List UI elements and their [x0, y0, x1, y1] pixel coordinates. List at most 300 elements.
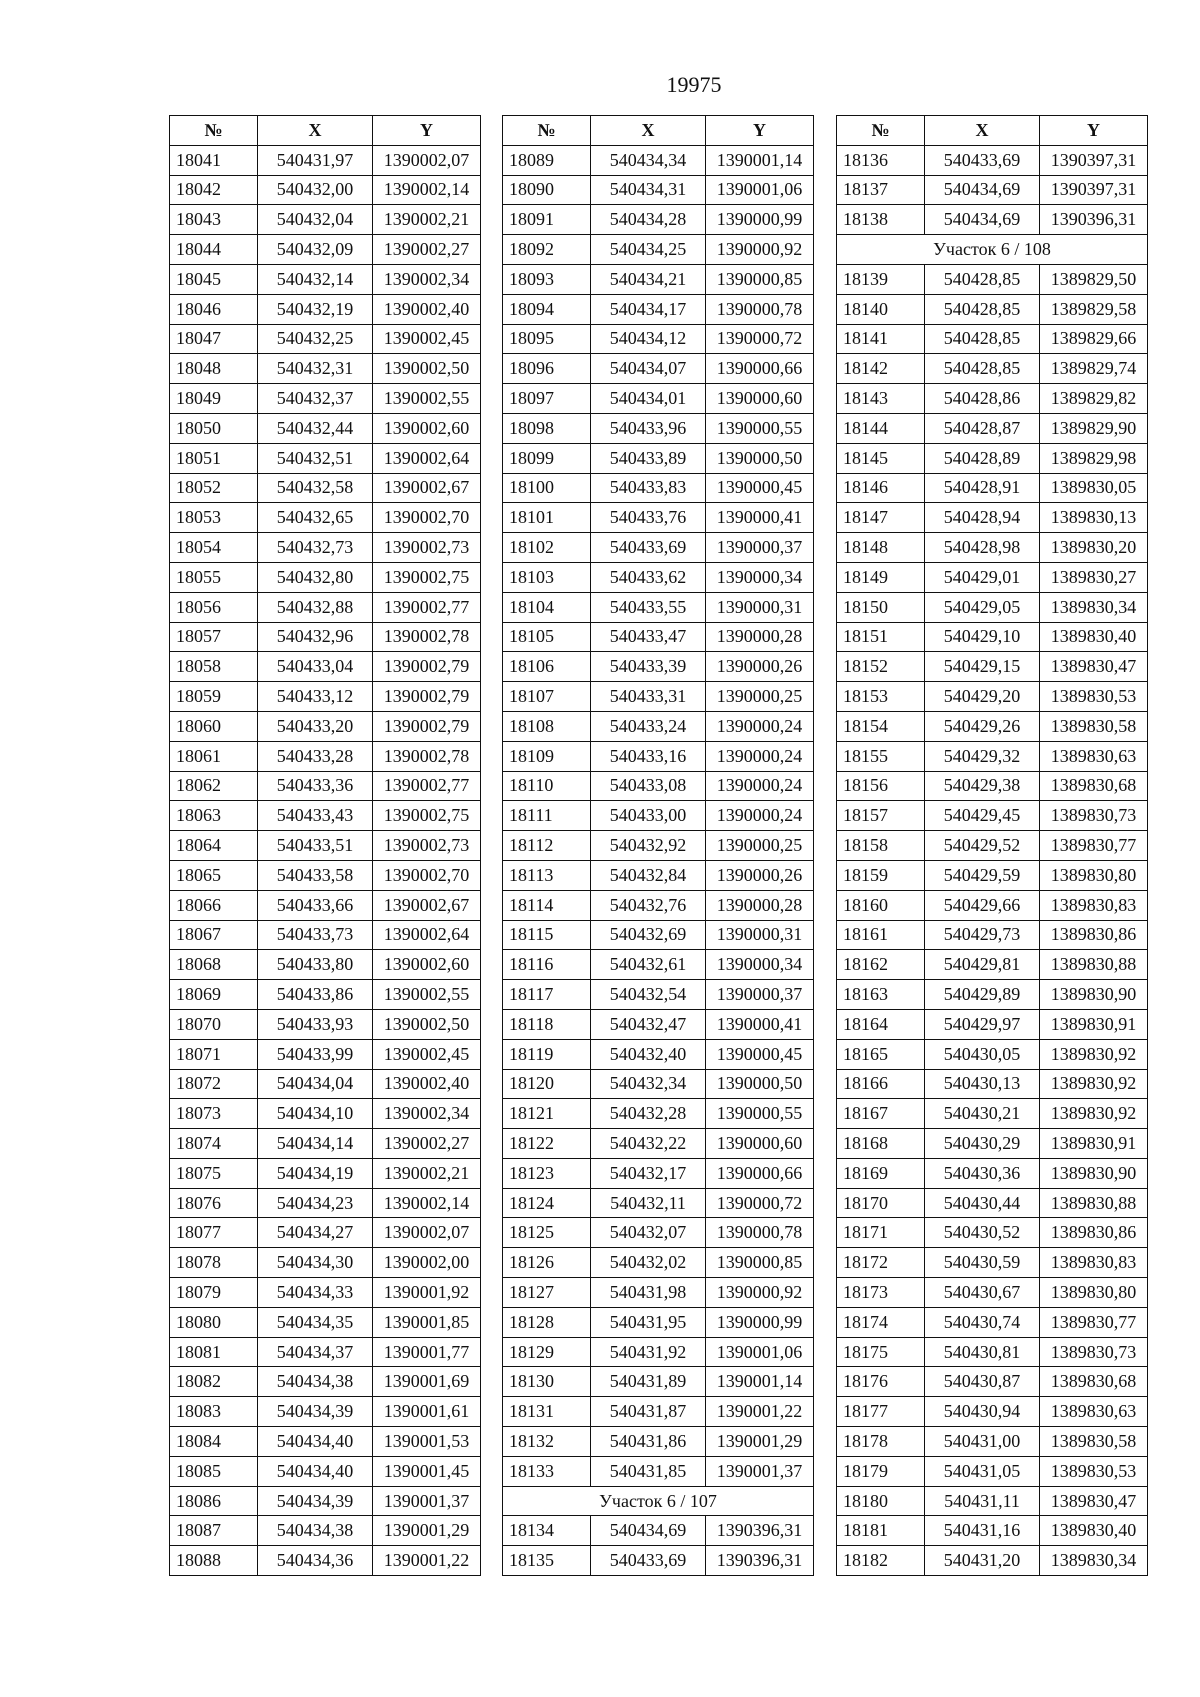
- y-coordinate: 1389829,58: [1040, 294, 1148, 324]
- point-number: 18052: [170, 473, 258, 503]
- y-coordinate: 1389830,13: [1040, 503, 1148, 533]
- table-row: [503, 145, 814, 175]
- x-coordinate: 540430,74: [925, 1307, 1040, 1337]
- y-coordinate: 1390001,45: [373, 1456, 481, 1486]
- y-coordinate: 1390001,29: [373, 1516, 481, 1546]
- y-coordinate: 1390002,55: [373, 384, 481, 414]
- x-coordinate: 540433,16: [591, 741, 706, 771]
- x-coordinate: 540434,23: [258, 1188, 373, 1218]
- point-number: 18181: [837, 1516, 925, 1546]
- x-coordinate: 540432,40: [591, 1039, 706, 1069]
- table-row: [837, 205, 1148, 235]
- x-coordinate: 540434,69: [925, 175, 1040, 205]
- y-coordinate: 1390002,73: [373, 831, 481, 861]
- table-row: [837, 980, 1148, 1010]
- y-coordinate: 1390000,37: [706, 980, 814, 1010]
- table-row: [170, 562, 481, 592]
- table-row: [837, 324, 1148, 354]
- y-coordinate: 1389830,63: [1040, 741, 1148, 771]
- y-coordinate: 1390000,24: [706, 771, 814, 801]
- point-number: 18177: [837, 1397, 925, 1427]
- point-number: 18174: [837, 1307, 925, 1337]
- y-coordinate: 1390397,31: [1040, 145, 1148, 175]
- point-number: 18053: [170, 503, 258, 533]
- x-coordinate: 540434,21: [591, 264, 706, 294]
- point-number: 18163: [837, 980, 925, 1010]
- x-coordinate: 540432,88: [258, 592, 373, 622]
- table-row: [837, 294, 1148, 324]
- point-number: 18179: [837, 1456, 925, 1486]
- x-coordinate: 540432,37: [258, 384, 373, 414]
- table-row: [503, 1158, 814, 1188]
- coordinates-table-3: [836, 115, 1148, 1576]
- table-row: [170, 503, 481, 533]
- y-coordinate: 1389830,53: [1040, 682, 1148, 712]
- table-row: [503, 1516, 814, 1546]
- y-coordinate: 1389830,83: [1040, 890, 1148, 920]
- table-header-row: [837, 116, 1148, 146]
- table-row: [837, 1397, 1148, 1427]
- y-coordinate: 1390002,27: [373, 235, 481, 265]
- table-row: [170, 801, 481, 831]
- page-number: 19975: [666, 72, 722, 97]
- y-coordinate: 1390002,07: [373, 145, 481, 175]
- y-coordinate: 1390000,24: [706, 801, 814, 831]
- x-coordinate: 540433,55: [591, 592, 706, 622]
- point-number: 18114: [503, 890, 591, 920]
- y-coordinate: 1389830,53: [1040, 1456, 1148, 1486]
- x-coordinate: 540433,08: [591, 771, 706, 801]
- point-number: 18090: [503, 175, 591, 205]
- point-number: 18153: [837, 682, 925, 712]
- table-row: [837, 890, 1148, 920]
- x-coordinate: 540433,69: [591, 1546, 706, 1576]
- table-row: [837, 384, 1148, 414]
- point-number: 18134: [503, 1516, 591, 1546]
- y-coordinate: 1390000,25: [706, 831, 814, 861]
- x-coordinate: 540430,59: [925, 1248, 1040, 1278]
- x-coordinate: 540429,01: [925, 562, 1040, 592]
- y-coordinate: 1389830,90: [1040, 980, 1148, 1010]
- y-coordinate: 1390002,14: [373, 1188, 481, 1218]
- x-coordinate: 540434,10: [258, 1099, 373, 1129]
- point-number: 18158: [837, 831, 925, 861]
- x-coordinate: 540433,83: [591, 473, 706, 503]
- table-row: [170, 741, 481, 771]
- point-number: 18078: [170, 1248, 258, 1278]
- y-coordinate: 1390000,99: [706, 205, 814, 235]
- y-coordinate: 1390001,14: [706, 1367, 814, 1397]
- y-coordinate: 1390000,24: [706, 741, 814, 771]
- x-coordinate: 540430,21: [925, 1099, 1040, 1129]
- table-row: [837, 1427, 1148, 1457]
- x-coordinate: 540433,24: [591, 711, 706, 741]
- x-coordinate: 540431,16: [925, 1516, 1040, 1546]
- point-number: 18178: [837, 1427, 925, 1457]
- table-row: [170, 1188, 481, 1218]
- x-coordinate: 540432,44: [258, 413, 373, 443]
- point-number: 18141: [837, 324, 925, 354]
- y-coordinate: 1390001,22: [706, 1397, 814, 1427]
- y-coordinate: 1390000,78: [706, 294, 814, 324]
- coordinates-table-1: [169, 115, 481, 1576]
- table-row: [837, 473, 1148, 503]
- y-coordinate: 1390001,14: [706, 145, 814, 175]
- y-coordinate: 1390001,92: [373, 1278, 481, 1308]
- coordinates-table-2: [502, 115, 814, 1576]
- section-row: [503, 1486, 814, 1516]
- point-number: 18162: [837, 950, 925, 980]
- x-coordinate: 540432,92: [591, 831, 706, 861]
- y-coordinate: 1389830,63: [1040, 1397, 1148, 1427]
- y-coordinate: 1390000,34: [706, 950, 814, 980]
- x-coordinate: 540434,27: [258, 1218, 373, 1248]
- y-coordinate: 1389830,47: [1040, 652, 1148, 682]
- table-row: [170, 771, 481, 801]
- table-row: [837, 503, 1148, 533]
- point-number: 18160: [837, 890, 925, 920]
- x-coordinate: 540432,80: [258, 562, 373, 592]
- table-row: [170, 1546, 481, 1576]
- point-number: 18094: [503, 294, 591, 324]
- y-coordinate: 1390002,79: [373, 711, 481, 741]
- y-coordinate: 1390000,25: [706, 682, 814, 712]
- y-coordinate: 1390001,61: [373, 1397, 481, 1427]
- point-number: 18172: [837, 1248, 925, 1278]
- y-coordinate: 1389830,05: [1040, 473, 1148, 503]
- point-number: 18083: [170, 1397, 258, 1427]
- table-row: [503, 264, 814, 294]
- point-number: 18166: [837, 1069, 925, 1099]
- x-coordinate: 540432,47: [591, 1009, 706, 1039]
- point-number: 18074: [170, 1129, 258, 1159]
- table-header-row: [503, 116, 814, 146]
- table-row: [170, 264, 481, 294]
- x-coordinate: 540433,12: [258, 682, 373, 712]
- table-row: [503, 205, 814, 235]
- x-coordinate: 540433,28: [258, 741, 373, 771]
- table-row: [170, 473, 481, 503]
- point-number: 18112: [503, 831, 591, 861]
- point-number: 18057: [170, 622, 258, 652]
- point-number: 18136: [837, 145, 925, 175]
- y-coordinate: 1390002,34: [373, 264, 481, 294]
- table-row: [170, 175, 481, 205]
- x-coordinate: 540429,38: [925, 771, 1040, 801]
- point-number: 18109: [503, 741, 591, 771]
- table-row: [837, 1129, 1148, 1159]
- point-number: 18050: [170, 413, 258, 443]
- y-coordinate: 1389830,91: [1040, 1009, 1148, 1039]
- table-row: [837, 354, 1148, 384]
- y-coordinate: 1390002,40: [373, 1069, 481, 1099]
- point-number: 18170: [837, 1188, 925, 1218]
- point-number: 18107: [503, 682, 591, 712]
- table-row: [170, 980, 481, 1010]
- y-coordinate: 1390000,66: [706, 354, 814, 384]
- x-coordinate: 540433,69: [591, 533, 706, 563]
- x-coordinate: 540434,30: [258, 1248, 373, 1278]
- y-coordinate: 1390000,85: [706, 1248, 814, 1278]
- y-coordinate: 1390001,37: [373, 1486, 481, 1516]
- x-coordinate: 540434,69: [591, 1516, 706, 1546]
- x-coordinate: 540433,04: [258, 652, 373, 682]
- point-number: 18093: [503, 264, 591, 294]
- y-coordinate: 1390002,21: [373, 1158, 481, 1188]
- y-coordinate: 1389830,40: [1040, 1516, 1148, 1546]
- y-coordinate: 1390000,60: [706, 384, 814, 414]
- x-coordinate: 540429,05: [925, 592, 1040, 622]
- y-coordinate: 1390396,31: [706, 1546, 814, 1576]
- y-coordinate: 1390002,75: [373, 801, 481, 831]
- x-coordinate: 540434,39: [258, 1397, 373, 1427]
- x-coordinate: 540430,05: [925, 1039, 1040, 1069]
- x-coordinate: 540434,35: [258, 1307, 373, 1337]
- table-row: [503, 1129, 814, 1159]
- x-coordinate: 540434,25: [591, 235, 706, 265]
- point-number: 18175: [837, 1337, 925, 1367]
- x-coordinate: 540429,59: [925, 860, 1040, 890]
- x-coordinate: 540432,76: [591, 890, 706, 920]
- table-row: [503, 324, 814, 354]
- x-coordinate: 540432,17: [591, 1158, 706, 1188]
- x-coordinate: 540432,31: [258, 354, 373, 384]
- table-row: [837, 1069, 1148, 1099]
- x-coordinate: 540432,34: [591, 1069, 706, 1099]
- table-row: [170, 1397, 481, 1427]
- point-number: 18156: [837, 771, 925, 801]
- y-coordinate: 1389829,90: [1040, 413, 1148, 443]
- table-row: [837, 1278, 1148, 1308]
- x-coordinate: 540430,87: [925, 1367, 1040, 1397]
- table-row: [503, 711, 814, 741]
- x-coordinate: 540432,09: [258, 235, 373, 265]
- point-number: 18086: [170, 1486, 258, 1516]
- point-number: 18167: [837, 1099, 925, 1129]
- point-number: 18132: [503, 1427, 591, 1457]
- table-row: [170, 890, 481, 920]
- table-row: [837, 1546, 1148, 1576]
- x-coordinate: 540431,11: [925, 1486, 1040, 1516]
- x-coordinate: 540433,62: [591, 562, 706, 592]
- y-coordinate: 1390002,67: [373, 473, 481, 503]
- point-number: 18059: [170, 682, 258, 712]
- x-coordinate: 540432,14: [258, 264, 373, 294]
- point-number: 18065: [170, 860, 258, 890]
- y-coordinate: 1390000,50: [706, 1069, 814, 1099]
- point-number: 18119: [503, 1039, 591, 1069]
- y-coordinate: 1390002,45: [373, 1039, 481, 1069]
- y-coordinate: 1390002,77: [373, 771, 481, 801]
- point-number: 18168: [837, 1129, 925, 1159]
- header-number: №: [170, 116, 258, 146]
- x-coordinate: 540433,86: [258, 980, 373, 1010]
- point-number: 18041: [170, 145, 258, 175]
- x-coordinate: 540432,58: [258, 473, 373, 503]
- table-row: [503, 1397, 814, 1427]
- x-coordinate: 540433,80: [258, 950, 373, 980]
- x-coordinate: 540433,96: [591, 413, 706, 443]
- y-coordinate: 1390000,66: [706, 1158, 814, 1188]
- section-row: [837, 235, 1148, 265]
- x-coordinate: 540428,89: [925, 443, 1040, 473]
- table-row: [170, 354, 481, 384]
- y-coordinate: 1389829,50: [1040, 264, 1148, 294]
- point-number: 18091: [503, 205, 591, 235]
- table-row: [503, 771, 814, 801]
- x-coordinate: 540430,44: [925, 1188, 1040, 1218]
- table-row: [170, 1218, 481, 1248]
- table-row: [503, 1307, 814, 1337]
- table-row: [837, 145, 1148, 175]
- point-number: 18137: [837, 175, 925, 205]
- table-row: [837, 1158, 1148, 1188]
- point-number: 18148: [837, 533, 925, 563]
- table-row: [837, 1188, 1148, 1218]
- y-coordinate: 1390002,45: [373, 324, 481, 354]
- table-row: [503, 592, 814, 622]
- point-number: 18165: [837, 1039, 925, 1069]
- x-coordinate: 540432,04: [258, 205, 373, 235]
- point-number: 18108: [503, 711, 591, 741]
- x-coordinate: 540433,31: [591, 682, 706, 712]
- x-coordinate: 540430,36: [925, 1158, 1040, 1188]
- table-row: [837, 801, 1148, 831]
- point-number: 18157: [837, 801, 925, 831]
- x-coordinate: 540432,54: [591, 980, 706, 1010]
- y-coordinate: 1390000,55: [706, 413, 814, 443]
- point-number: 18047: [170, 324, 258, 354]
- table-row: [837, 443, 1148, 473]
- point-number: 18139: [837, 264, 925, 294]
- table-row: [503, 294, 814, 324]
- x-coordinate: 540433,58: [258, 860, 373, 890]
- point-number: 18127: [503, 1278, 591, 1308]
- point-number: 18051: [170, 443, 258, 473]
- x-coordinate: 540428,85: [925, 354, 1040, 384]
- y-coordinate: 1389830,27: [1040, 562, 1148, 592]
- header-number: №: [837, 116, 925, 146]
- y-coordinate: 1389830,34: [1040, 1546, 1148, 1576]
- y-coordinate: 1390001,37: [706, 1456, 814, 1486]
- x-coordinate: 540431,05: [925, 1456, 1040, 1486]
- x-coordinate: 540433,89: [591, 443, 706, 473]
- table-row: [503, 1188, 814, 1218]
- x-coordinate: 540432,25: [258, 324, 373, 354]
- table-row: [837, 562, 1148, 592]
- x-coordinate: 540431,85: [591, 1456, 706, 1486]
- table-row: [837, 831, 1148, 861]
- y-coordinate: 1390000,45: [706, 473, 814, 503]
- point-number: 18058: [170, 652, 258, 682]
- table-row: [170, 324, 481, 354]
- table-row: [503, 950, 814, 980]
- x-coordinate: 540429,97: [925, 1009, 1040, 1039]
- point-number: 18061: [170, 741, 258, 771]
- y-coordinate: 1390002,64: [373, 443, 481, 473]
- y-coordinate: 1389830,92: [1040, 1069, 1148, 1099]
- point-number: 18092: [503, 235, 591, 265]
- point-number: 18169: [837, 1158, 925, 1188]
- y-coordinate: 1389830,20: [1040, 533, 1148, 563]
- table-row: [837, 592, 1148, 622]
- point-number: 18068: [170, 950, 258, 980]
- x-coordinate: 540433,99: [258, 1039, 373, 1069]
- table-row: [170, 1456, 481, 1486]
- point-number: 18154: [837, 711, 925, 741]
- x-coordinate: 540434,36: [258, 1546, 373, 1576]
- point-number: 18133: [503, 1456, 591, 1486]
- x-coordinate: 540429,26: [925, 711, 1040, 741]
- y-coordinate: 1390002,34: [373, 1099, 481, 1129]
- x-coordinate: 540431,97: [258, 145, 373, 175]
- point-number: 18049: [170, 384, 258, 414]
- y-coordinate: 1390001,06: [706, 175, 814, 205]
- y-coordinate: 1390002,50: [373, 354, 481, 384]
- point-number: 18070: [170, 1009, 258, 1039]
- table-row: [503, 622, 814, 652]
- y-coordinate: 1389830,58: [1040, 1427, 1148, 1457]
- table-row: [837, 1099, 1148, 1129]
- y-coordinate: 1390000,24: [706, 711, 814, 741]
- x-coordinate: 540432,28: [591, 1099, 706, 1129]
- x-coordinate: 540429,32: [925, 741, 1040, 771]
- y-coordinate: 1389830,68: [1040, 1367, 1148, 1397]
- table-row: [837, 950, 1148, 980]
- y-coordinate: 1390002,40: [373, 294, 481, 324]
- point-number: 18085: [170, 1456, 258, 1486]
- y-coordinate: 1389829,74: [1040, 354, 1148, 384]
- y-coordinate: 1389830,80: [1040, 860, 1148, 890]
- y-coordinate: 1390002,67: [373, 890, 481, 920]
- x-coordinate: 540432,69: [591, 920, 706, 950]
- point-number: 18118: [503, 1009, 591, 1039]
- table-row: [170, 1009, 481, 1039]
- y-coordinate: 1390000,34: [706, 562, 814, 592]
- y-coordinate: 1390000,41: [706, 1009, 814, 1039]
- point-number: 18140: [837, 294, 925, 324]
- y-coordinate: 1390001,06: [706, 1337, 814, 1367]
- point-number: 18122: [503, 1129, 591, 1159]
- table-row: [170, 1099, 481, 1129]
- x-coordinate: 540433,20: [258, 711, 373, 741]
- y-coordinate: 1390396,31: [706, 1516, 814, 1546]
- y-coordinate: 1390002,77: [373, 592, 481, 622]
- table-row: [170, 1427, 481, 1457]
- point-number: 18042: [170, 175, 258, 205]
- point-number: 18082: [170, 1367, 258, 1397]
- table-row: [837, 1516, 1148, 1546]
- y-coordinate: 1390000,85: [706, 264, 814, 294]
- point-number: 18125: [503, 1218, 591, 1248]
- table-row: [170, 1248, 481, 1278]
- x-coordinate: 540433,51: [258, 831, 373, 861]
- x-coordinate: 540428,85: [925, 324, 1040, 354]
- table-row: [170, 831, 481, 861]
- x-coordinate: 540434,33: [258, 1278, 373, 1308]
- y-coordinate: 1390000,72: [706, 1188, 814, 1218]
- table-header-row: [170, 116, 481, 146]
- x-coordinate: 540434,37: [258, 1337, 373, 1367]
- point-number: 18045: [170, 264, 258, 294]
- x-coordinate: 540432,11: [591, 1188, 706, 1218]
- point-number: 18060: [170, 711, 258, 741]
- x-coordinate: 540430,29: [925, 1129, 1040, 1159]
- table-row: [503, 682, 814, 712]
- x-coordinate: 540431,87: [591, 1397, 706, 1427]
- y-coordinate: 1390001,69: [373, 1367, 481, 1397]
- table-row: [837, 652, 1148, 682]
